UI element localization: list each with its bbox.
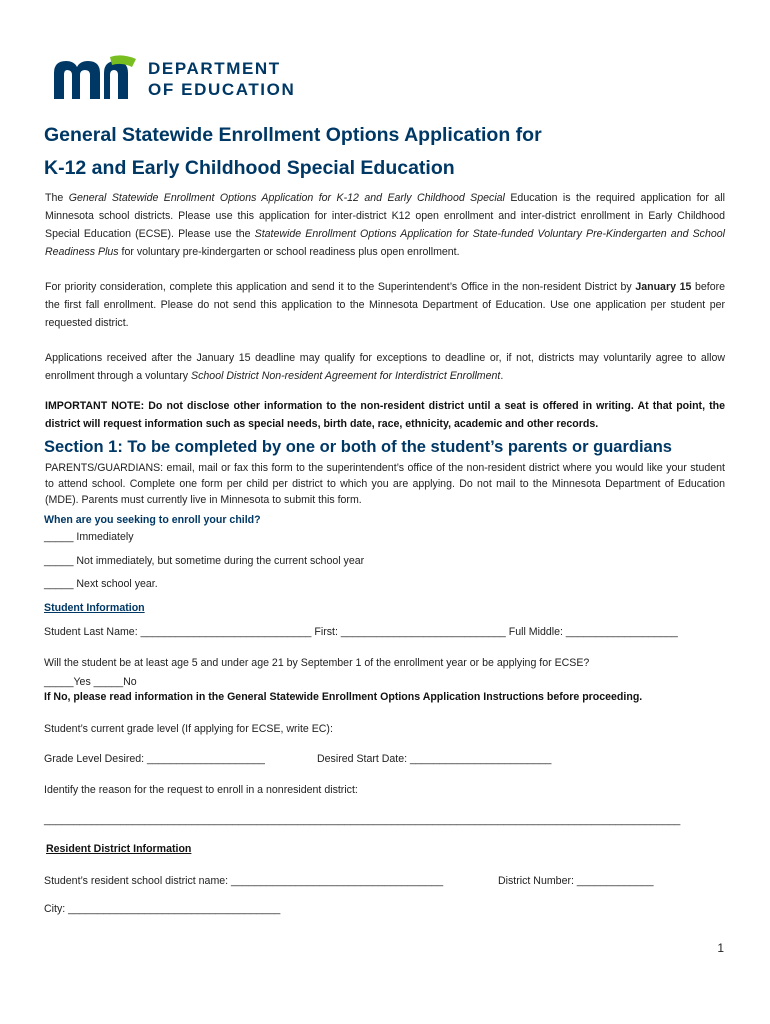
district-number-field[interactable]: District Number: _____________ bbox=[498, 875, 654, 887]
current-grade-label: Student’s current grade level (If applying for ECSE, write EC): bbox=[44, 723, 333, 735]
student-name-fields[interactable]: Student Last Name: _____________________________ First: ____________________________ Full Middle: ___________________ bbox=[44, 626, 678, 638]
mn-logo-mark bbox=[54, 55, 136, 99]
important-note: IMPORTANT NOTE: Do not disclose other information to the non-resident district until a seat is offered in writing. At that point, the district will request information such as special needs, birth date, race, ethnicity, academic and other records. bbox=[45, 400, 725, 430]
reason-question: Identify the reason for the request to enroll in a nonresident district: bbox=[44, 784, 358, 796]
student-info-heading: Student Information bbox=[44, 602, 145, 614]
resident-district-heading: Resident District Information bbox=[46, 843, 192, 855]
logo-line1: DEPARTMENT bbox=[148, 59, 281, 78]
desired-start-date-field[interactable]: Desired Start Date: ________________________ bbox=[317, 753, 552, 765]
section-1-instructions: PARENTS/GUARDIANS: email, mail or fax this form to the superintendent’s office of the non-resident district where you would like your student to attend school. Complete one form per child per district to which you are applying. Do not mail to the Minnesota Department of Education (MDE). Parents must currently live in Minnesota to submit this form. bbox=[45, 462, 725, 506]
option-current-year[interactable]: _____ Not immediately, but sometime during the current school year bbox=[44, 555, 365, 567]
document-title-line1: General Statewide Enrollment Options Application for bbox=[44, 124, 542, 146]
document-title-line2: K-12 and Early Childhood Special Education bbox=[44, 157, 455, 179]
enroll-timing-question: When are you seeking to enroll your child? bbox=[44, 514, 261, 526]
option-immediately[interactable]: _____ Immediately bbox=[44, 531, 134, 543]
age-question: Will the student be at least age 5 and under age 21 by September 1 of the enrollment year or be applying for ECSE? bbox=[44, 657, 590, 669]
reason-input-line[interactable]: ____________________________________________________________________________________________________________ bbox=[44, 814, 681, 826]
mde-logo bbox=[52, 55, 342, 101]
intro-paragraph-2: For priority consideration, complete this application and send it to the Superintendent’s Office in the non-resident District by January 15 before the first fall enrollment. Please do not send this application to the Minnesota Department of Education. Use one application per student per requested district. bbox=[45, 281, 726, 329]
logo-line2: OF EDUCATION bbox=[148, 80, 296, 99]
grade-level-desired-field[interactable]: Grade Level Desired: ____________________ bbox=[44, 753, 265, 765]
resident-district-name-field[interactable]: Student’s resident school district name: ____________________________________ bbox=[44, 875, 444, 887]
section-1-heading: Section 1: To be completed by one or both of the student’s parents or guardians bbox=[44, 438, 672, 456]
if-no-instruction: If No, please read information in the General Statewide Enrollment Options Application Instructions before proceeding. bbox=[44, 691, 643, 703]
intro-paragraph-3: Applications received after the January 15 deadline may qualify for exceptions to deadline or, if not, districts may voluntarily agree to allow enrollment through a voluntary School District Non-resident Agreement for Interdistrict Enrollment. bbox=[45, 352, 725, 382]
age-yes-no-field[interactable]: _____Yes _____No bbox=[44, 676, 137, 688]
city-field[interactable]: City: ____________________________________ bbox=[44, 903, 281, 915]
page-number: 1 bbox=[717, 941, 724, 955]
option-next-year[interactable]: _____ Next school year. bbox=[44, 578, 158, 590]
intro-paragraph-1: The General Statewide Enrollment Options Application for K-12 and Early Childhood Special Education is the required application for all Minnesota school districts. Please use this application for inter-district K12 open enrollment and inter-district enrollment in Early Childhood Special Education (ECSE). Please use the Statewide Enrollment Options Application for State-funded Voluntary Pre-Kindergarten and School Readiness Plus for voluntary pre-kindergarten or school readiness plus open enrollment. bbox=[45, 192, 725, 258]
